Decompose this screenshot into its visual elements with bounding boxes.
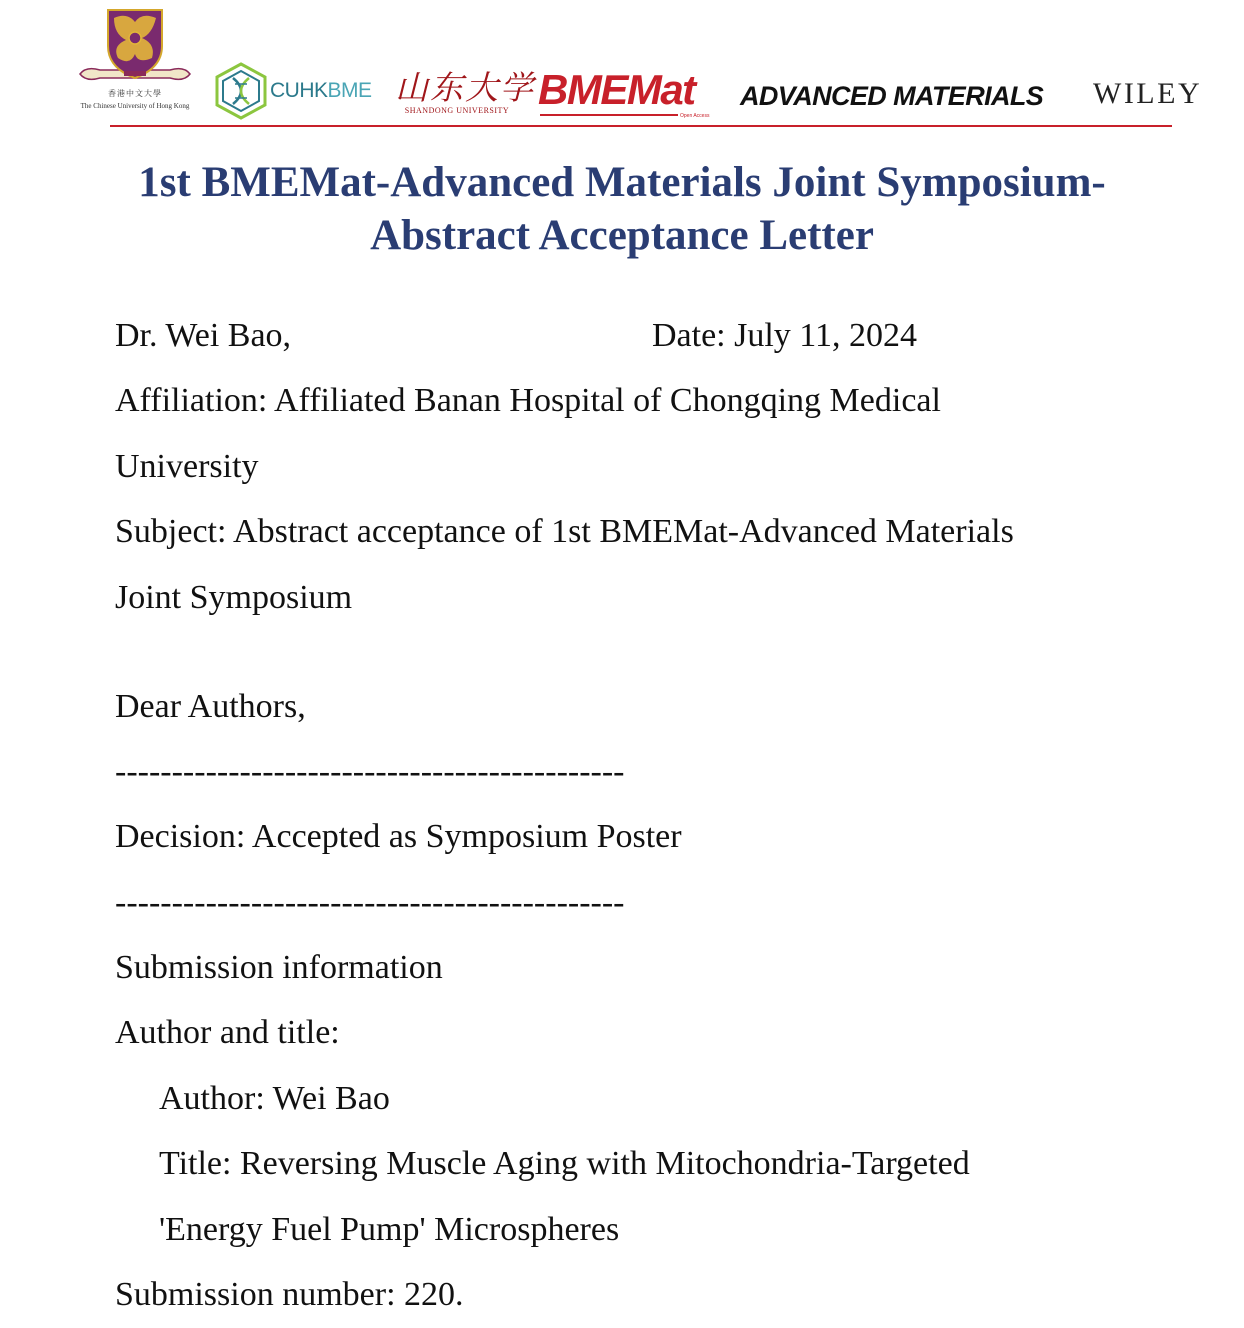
bmemat-open-access-tag: Open Access	[680, 113, 710, 119]
document-title	[40, 156, 1204, 262]
paper-title-line-1: Title: Reversing Muscle Aging with Mitochondria-Targeted	[159, 1145, 970, 1182]
logo-header	[0, 0, 1244, 130]
cuhk-logo	[72, 8, 198, 118]
bmemat-logo	[538, 68, 718, 124]
header-divider	[110, 125, 1172, 127]
subject-line-1: Subject: Abstract acceptance of 1st BMEMat-Advanced Materials	[115, 513, 1014, 550]
title-line-2: Abstract Acceptance Letter	[370, 212, 874, 259]
bmemat-wordmark: BMEMat	[538, 66, 695, 113]
paper-title-line-2: 'Energy Fuel Pump' Microspheres	[159, 1211, 620, 1248]
letter-date: Date: July 11, 2024	[652, 317, 918, 354]
title-line-1: 1st BMEMat-Advanced Materials Joint Symposium-	[138, 159, 1106, 206]
cuhk-caption-en: The Chinese University of Hong Kong	[80, 102, 190, 110]
sdu-caption-en: SHANDONG UNIVERSITY	[404, 106, 510, 115]
cuhk-crest-icon	[72, 8, 198, 88]
sdu-calligraphy: 山东大学	[395, 68, 535, 107]
wiley-logo: WILEY	[1093, 77, 1203, 110]
author-name: Author: Wei Bao	[159, 1080, 390, 1117]
cuhkbme-main: CUHK	[270, 79, 328, 102]
decision-text: Decision: Accepted as Symposium Poster	[115, 818, 682, 855]
separator-top: ---------------------------------------------	[115, 753, 625, 790]
submission-info-heading: Submission information	[115, 949, 443, 986]
subject-line-2: Joint Symposium	[115, 579, 353, 616]
shandong-university-logo	[393, 62, 535, 120]
author-title-heading: Author and title:	[115, 1014, 340, 1051]
cuhkbme-logo	[213, 62, 378, 120]
affiliation-line-1: Affiliation: Affiliated Banan Hospital of Chongqing Medical	[115, 382, 941, 419]
cuhk-caption-zh: 香港中文大學	[108, 89, 162, 98]
dna-hexagon-icon	[213, 62, 269, 120]
separator-bottom: ---------------------------------------------	[115, 884, 625, 921]
submission-number: Submission number: 220.	[115, 1276, 464, 1313]
cuhkbme-wordmark	[270, 79, 372, 103]
recipient-name: Dr. Wei Bao,	[115, 317, 292, 354]
affiliation-line-2: University	[115, 448, 259, 485]
salutation: Dear Authors,	[115, 688, 306, 725]
advanced-materials-logo: ADVANCED MATERIALS	[740, 81, 1044, 111]
cuhkbme-accent: BME	[327, 79, 372, 102]
